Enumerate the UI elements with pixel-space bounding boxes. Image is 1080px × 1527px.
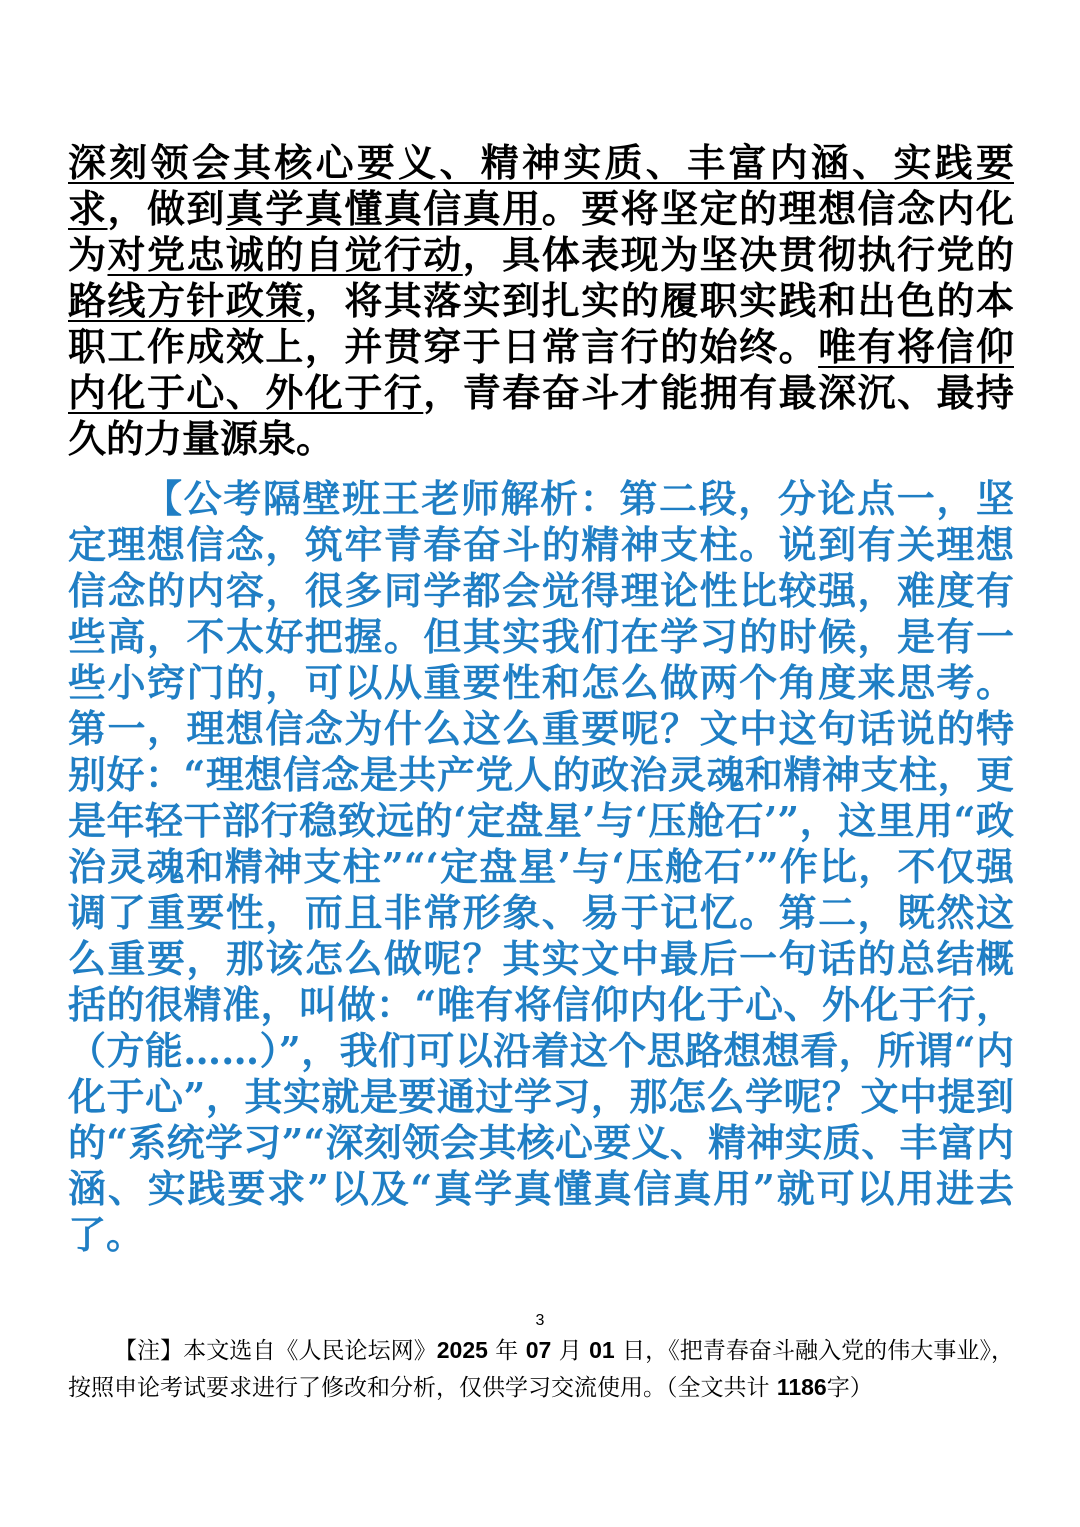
note-text: 字）	[826, 1375, 873, 1401]
underlined-phrase: 路线方针政策	[68, 278, 305, 323]
note-text: 日，《把青春奋斗融入党的伟大事业》，按照申论考试要求进行了修改和分析，仅供学习交流使用。（全文共计	[68, 1338, 1015, 1401]
body-text: ，做到	[107, 186, 226, 231]
analysis-paragraph: 【公考隔壁班王老师解析：第二段，分论点一，坚定理想信念，筑牢青春奋斗的精神支柱。说到有关理想信念的内容，很多同学都会觉得理论性比较强，难度有些高，不太好把握。但其实我们在学习的时候，是有一些小窍门的，可以从重要性和怎么做两个角度来思考。第一，理想信念为什么这么重要呢？文中这句话说的特别好：“理想信念是共产党人的政治灵魂和精神支柱，更是年轻干部行稳致远的‘定盘星’与‘压舱石’”，这里用“政治灵魂和精神支柱”“‘定盘星’与‘压舱石’”作比，不仅强调了重要性，而且非常形象、易于记忆。第二，既然这么重要，那该怎么做呢？其实文中最后一句话的总结概括的很精准，叫做：“唯有将信仰内化于心、外化于行，（方能……）”，我们可以沿着这个思路想想看，所谓“内化于心”，其实就是要通过学习，那怎么学呢？文中提到的“系统学习”“深刻领会其核心要义、精神实质、丰富内涵、实践要求”以及“真学真懂真信真用”就可以用进去了。	[68, 476, 1014, 1257]
body-text: ，将其落实到扎实的履职实践和出色的本职工作成效上，并贯穿于日常言行的始终。	[68, 278, 1014, 369]
note-word-count: 1186	[776, 1374, 827, 1400]
page-number: 3	[535, 1312, 545, 1329]
source-note	[68, 1332, 1014, 1406]
note-day: 01	[589, 1337, 615, 1363]
note-text: 年	[487, 1338, 526, 1364]
note-year: 2025	[436, 1337, 488, 1363]
body-text: ，青春奋斗才能拥有最深沉、最持久的力量源泉。	[68, 370, 1014, 461]
underlined-phrase: 真学真懂真信真用	[225, 186, 542, 231]
note-month: 07	[525, 1337, 552, 1363]
body-text: ，具体表现为坚决贯彻执行党的	[462, 232, 1014, 277]
underlined-phrase: 对党忠诚的自觉行动	[107, 232, 463, 277]
body-paragraph	[68, 140, 1014, 462]
underlined-phrase: 深刻领会其核心要义、精神实质、丰富内涵、实践要求	[68, 140, 1014, 231]
body-text: 。要将坚定的理想信念内化为	[68, 186, 1014, 277]
note-text: 【注】本文选自《人民论坛网》	[114, 1338, 437, 1364]
note-text: 月	[551, 1338, 590, 1364]
underlined-phrase: 唯有将信仰内化于心、外化于行	[68, 324, 1014, 415]
